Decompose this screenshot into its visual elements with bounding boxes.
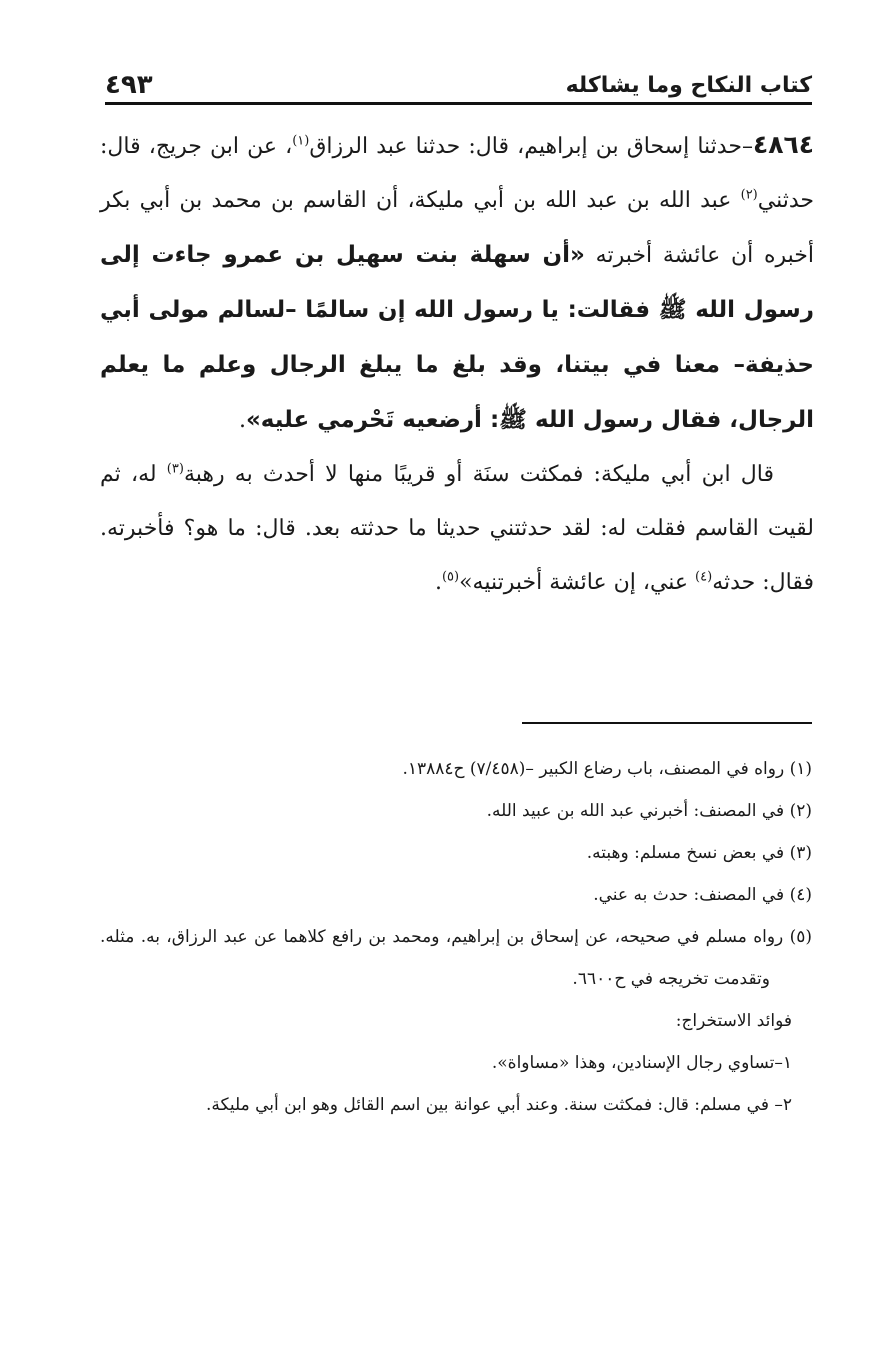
commentary-paragraph — [100, 448, 814, 610]
hadith-matn: «أن سهلة بنت سهيل بن عمرو جاءت إلى رسول الله ﷺ فقالت: يا رسول الله إن سالمًا –لسالم مولى أبي حذيفة– معنا في بيتنا، وقد بلغ ما يبلغ الرجال وعلم ما يعلم الرجال، فقال رسول الله ﷺ: أرضعيه تَحْرمي عليه» — [100, 242, 814, 433]
footnotes — [100, 748, 812, 1126]
footnote-2: (٢) في المصنف: أخبرني عبد الله بن عبيد الله. — [486, 801, 812, 821]
footnote-ref-1: (١) — [292, 133, 310, 149]
footnote-1: (١) رواه في المصنف، باب رضاع الكبير –(٧/٤٥٨) ح١٣٨٨٤. — [402, 759, 812, 779]
hadith-number: ٤٨٦٤ — [752, 130, 814, 159]
isnad-text: ، عن ابن جريج، قال: حدثني — [100, 134, 814, 213]
footnote-ref-3: (٣) — [166, 461, 184, 477]
commentary-text: عني، إن عائشة أخبرتنيه» — [459, 570, 696, 595]
footnote-5: (٥) رواه مسلم في صحيحه، عن إسحاق بن إبراهيم، ومحمد بن رافع كلاهما عن عبد الرزاق، به. مثله. وتقدمت تخريجه في ح٦٦٠٠. — [100, 927, 812, 989]
commentary-text: له، ثم لقيت القاسم فقلت له: لقد حدثتني حديثا ما حدثته بعد. قال: ما هو؟ فأخبرته. فقال: حدثه — [100, 462, 814, 595]
running-header — [105, 62, 812, 105]
benefit-item-2: ٢– في مسلم: قال: فمكثت سنة. وعند أبي عوانة بين اسم القائل وهو ابن أبي مليكة. — [205, 1095, 792, 1115]
footnote-ref-4: (٤) — [695, 569, 713, 585]
benefit-item-1: ١–تساوي رجال الإسنادين، وهذا «مساواة». — [491, 1053, 792, 1073]
footnote-4: (٤) في المصنف: حدث به عني. — [593, 885, 812, 905]
hadith-paragraph — [100, 118, 814, 448]
commentary-end: . — [434, 570, 442, 595]
footnote-ref-5: (٥) — [441, 569, 460, 585]
isnad-text: عبد الله بن عبد الله بن أبي مليكة، أن القاسم بن محمد بن أبي بكر أخبره أن عائشة أخبرته — [100, 188, 814, 268]
footnote-3: (٣) في بعض نسخ مسلم: وهبته. — [586, 843, 812, 863]
hadith-end: . — [238, 408, 246, 433]
main-text — [100, 118, 814, 610]
footnote-ref-2: (٢) — [740, 187, 758, 203]
benefits-heading: فوائد الاستخراج: — [675, 1011, 792, 1031]
page-number: ٤٩٣ — [105, 70, 153, 100]
commentary-text: قال ابن أبي مليكة: فمكثت سنَة أو قريبًا منها لا أحدث به رهبة — [183, 462, 774, 487]
footnote-separator — [522, 722, 812, 724]
book-title: كتاب النكاح وما يشاكله — [565, 73, 812, 98]
isnad-text: –حدثنا إسحاق بن إبراهيم، قال: حدثنا عبد الرزاق — [309, 134, 753, 159]
